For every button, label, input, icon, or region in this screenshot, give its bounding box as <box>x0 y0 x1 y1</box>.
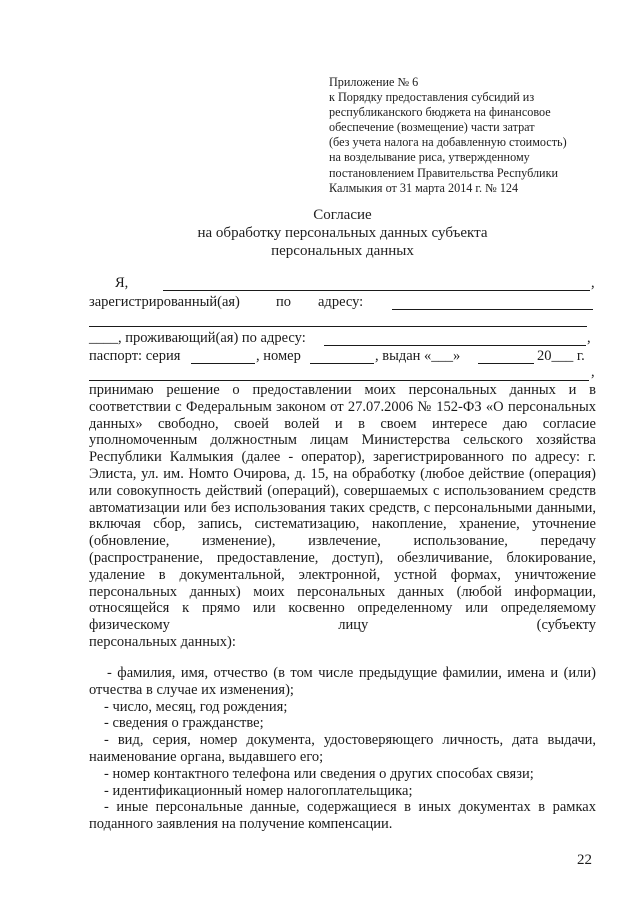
registered-po: по <box>276 294 292 310</box>
i-label: Я, <box>115 275 129 291</box>
name-field-comma: , <box>591 275 595 291</box>
consent-body-last-line: персональных данных): <box>89 633 236 650</box>
list-item: - номер контактного телефона или сведения о других способах связи; <box>104 765 534 782</box>
living-address-label: ____, проживающий(ая) по адресу: <box>89 330 306 346</box>
list-item: - сведения о гражданстве; <box>104 715 264 732</box>
personal-data-list <box>89 665 596 833</box>
list-item: - идентификационный номер налогоплательщика; <box>104 782 413 799</box>
name-field-line[interactable] <box>163 290 590 291</box>
passport-issued-month-line[interactable] <box>478 363 534 364</box>
page-number: 22 <box>577 852 592 868</box>
list-item: - число, месяц, год рождения; <box>104 698 288 715</box>
appendix-line: постановлением Правительства Республики <box>329 165 559 180</box>
passport-number-field-line[interactable] <box>310 363 374 364</box>
appendix-line: Калмыкия от 31 марта 2014 г. № 124 <box>329 180 519 195</box>
consent-body-paragraph <box>89 382 596 651</box>
appendix-line: (без учета налога на добавленную стоимость) <box>329 135 567 150</box>
passport-issued-by-field-line[interactable] <box>89 380 589 381</box>
consent-body-text: принимаю решение о предоставлении моих персональных данных и в соответствии с Федеральным законом от 27.07.2006 № 152-ФЗ «О персональных данных» свободно, своей волей и в своем интересе даю согласие уполномоченным должностным лицам Министерства сельского хозяйства Республики Калмыкия (далее - оператор), зарегистрированного по адресу: г. Элиста, ул. им. Номто Очирова, д. 15, на обработку (любое действие (операция) или совокупность действий (операций), совершаемых с использованием средств автоматизации или без использования таких средств, с персональными данными, включая сбор, запись, систематизацию, накопление, хранение, уточнение (обновление, изменение), извлечение, использование, передачу (распространение, предоставление, доступ), обезличивание, блокирование, удаление в документальной, электронной, устной формах, уничтожение персональных данных) моих персональных данных (любой информации, относящейся к прямо или косвенно определенному или определяемому физическому лицу (субъекту <box>89 382 596 634</box>
appendix-line: к Порядку предоставления субсидий из <box>329 90 535 105</box>
document-subtitle-line1: на обработку персональных данных субъекта <box>197 225 488 241</box>
appendix-line: Приложение № 6 <box>329 75 419 89</box>
registered-label: зарегистрированный(ая) <box>89 294 240 310</box>
passport-series-field-line[interactable] <box>191 363 255 364</box>
registered-address-field-line[interactable] <box>392 309 593 310</box>
document-title: Согласие <box>313 207 372 223</box>
living-address-comma: , <box>587 330 591 346</box>
living-address-field-line[interactable] <box>324 345 586 346</box>
list-item: - фамилия, имя, отчество (в том числе предыдущие фамилии, имена и (или) отчества в случае их изменения); <box>89 665 596 698</box>
passport-issued-label: , выдан «___» <box>375 348 461 364</box>
passport-issued-by-comma: , <box>591 364 595 380</box>
registered-address-label: адресу: <box>318 294 364 310</box>
list-item: - вид, серия, номер документа, удостоверяющего личность, дата выдачи, наименование органа, выдавшего его; <box>89 732 596 765</box>
appendix-line: республиканского бюджета на финансовое <box>329 105 551 120</box>
list-item: - иные персональные данные, содержащиеся в иных документах в рамках поданного заявления на получение компенсации. <box>89 799 596 833</box>
registered-address-field-line-2[interactable] <box>89 326 587 327</box>
appendix-header <box>329 75 619 196</box>
passport-year-label: 20___ г. <box>537 348 585 364</box>
passport-number-label: , номер <box>256 348 301 364</box>
appendix-line: обеспечение (возмещение) части затрат <box>329 120 535 135</box>
appendix-line: на возделывание риса, утвержденному <box>329 150 530 165</box>
document-subtitle-line2: персональных данных <box>271 243 414 259</box>
passport-series-label: паспорт: серия <box>89 348 181 364</box>
